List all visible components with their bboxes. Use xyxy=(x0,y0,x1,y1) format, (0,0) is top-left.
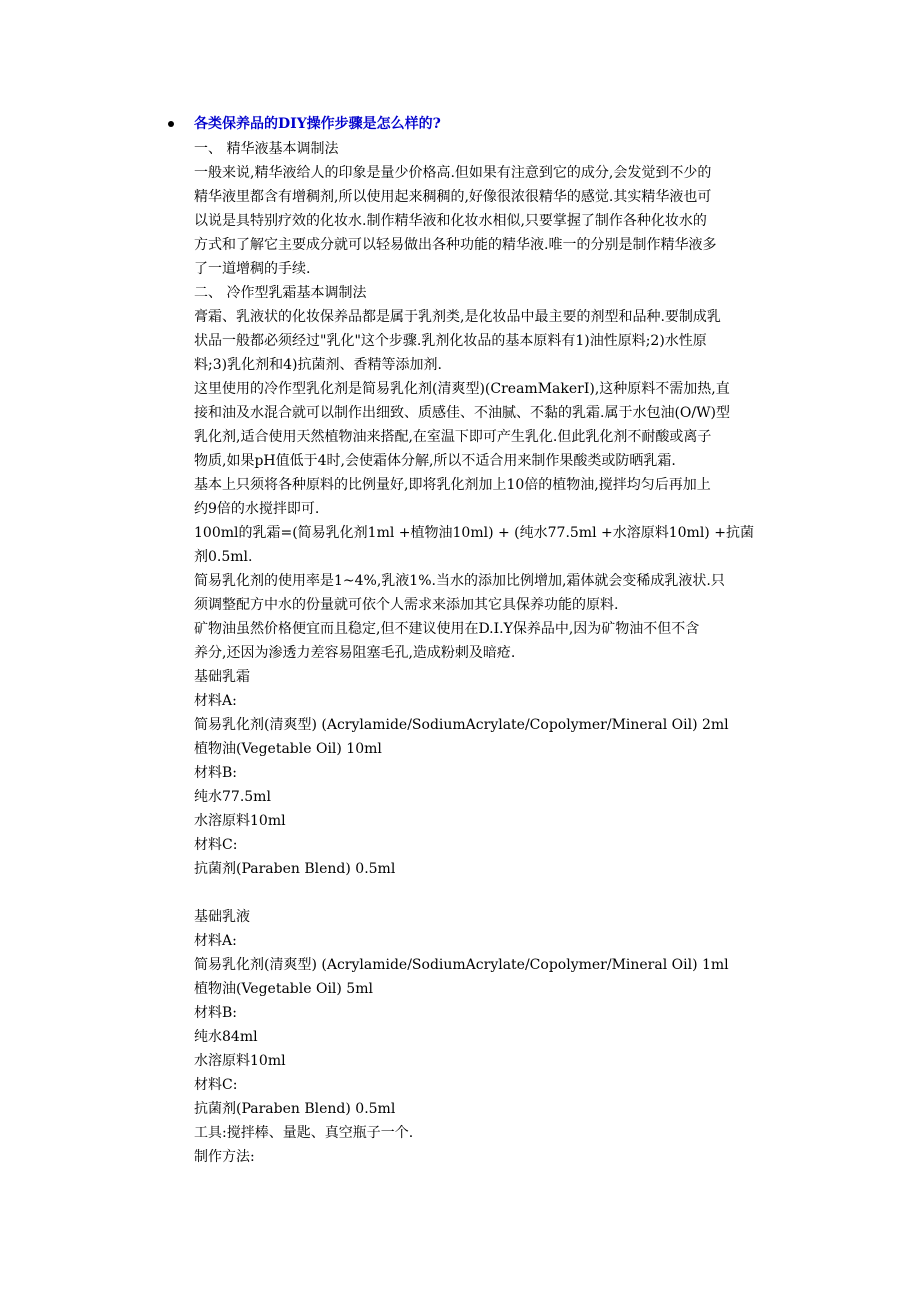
text-line: 二、 冷作型乳霜基本调制法 xyxy=(194,285,367,301)
text-line: 简易乳化剂的使用率是1~4%,乳液1%.当水的添加比例增加,霜体就会变稀成乳液状.只 xyxy=(194,573,725,589)
text-line: 简易乳化剂(清爽型) (Acrylamide/SodiumAcrylate/Copolymer/Mineral Oil) 1ml xyxy=(194,957,729,973)
text-line: 植物油(Vegetable Oil) 5ml xyxy=(194,981,373,997)
text-line: 料;3)乳化剂和4)抗菌剂、香精等添加剂. xyxy=(194,357,442,373)
text-line: 状品一般都必须经过"乳化"这个步骤.乳剂化妆品的基本原料有1)油性原料;2)水性原 xyxy=(194,333,707,349)
text-line: 材料C: xyxy=(194,837,238,853)
text-line: 矿物油虽然价格便宜而且稳定,但不建议使用在D.I.Y保养品中,因为矿物油不但不含 xyxy=(194,621,700,637)
text-line: 这里使用的冷作型乳化剂是简易乳化剂(清爽型)(CreamMakerI),这种原料不需加热,直 xyxy=(194,381,730,397)
text-line: 材料B: xyxy=(194,765,238,781)
text-line: 基础乳液 xyxy=(194,909,250,925)
text-line: 乳化剂,适合使用天然植物油来搭配,在室温下即可产生乳化.但此乳化剂不耐酸或离子 xyxy=(194,429,712,445)
text-line: 材料C: xyxy=(194,1077,238,1093)
text-line: 一般来说,精华液给人的印象是量少价格高.但如果有注意到它的成分,会发觉到不少的 xyxy=(194,165,712,181)
text-line: 物质,如果pH值低于4时,会使霜体分解,所以不适合用来制作果酸类或防晒乳霜. xyxy=(194,453,676,469)
text-line: 纯水84ml xyxy=(194,1029,258,1045)
blank-line xyxy=(194,881,790,905)
text-line: 基本上只须将各种原料的比例量好,即将乳化剂加上10倍的植物油,搅拌均匀后再加上 xyxy=(194,477,711,493)
text-line: 养分,还因为渗透力差容易阻塞毛孔,造成粉刺及暗疮. xyxy=(194,645,516,661)
text-line: 抗菌剂(Paraben Blend) 0.5ml xyxy=(194,1101,396,1117)
list-bullet xyxy=(168,121,174,127)
text-line: 约9倍的水搅拌即可. xyxy=(194,501,320,517)
text-line: 材料A: xyxy=(194,693,237,709)
text-line: 抗菌剂(Paraben Blend) 0.5ml xyxy=(194,861,396,877)
text-line: 材料A: xyxy=(194,933,237,949)
text-line: 膏霜、乳液状的化妆保养品都是属于乳剂类,是化妆品中最主要的剂型和品种.要制成乳 xyxy=(194,309,721,325)
document-body xyxy=(194,137,790,1169)
text-line: 剂0.5ml. xyxy=(194,549,253,565)
text-line: 水溶原料10ml xyxy=(194,813,286,829)
text-line: 简易乳化剂(清爽型) (Acrylamide/SodiumAcrylate/Copolymer/Mineral Oil) 2ml xyxy=(194,717,729,733)
text-line: 方式和了解它主要成分就可以轻易做出各种功能的精华液.唯一的分别是制作精华液多 xyxy=(194,237,717,253)
text-line: 制作方法: xyxy=(194,1149,255,1165)
text-line: 材料B: xyxy=(194,1005,238,1021)
text-line: 了一道增稠的手续. xyxy=(194,261,311,277)
text-line: 水溶原料10ml xyxy=(194,1053,286,1069)
text-line: 精华液里都含有增稠剂,所以使用起来稠稠的,好像很浓很精华的感觉.其实精华液也可 xyxy=(194,189,712,205)
text-line: 工具:搅拌棒、量匙、真空瓶子一个. xyxy=(194,1125,414,1141)
text-line: 植物油(Vegetable Oil) 10ml xyxy=(194,741,382,757)
text-line: 接和油及水混合就可以制作出细致、质感佳、不油腻、不黏的乳霜.属于水包油(O/W)型 xyxy=(194,405,730,421)
document-title: 各类保养品的DIY操作步骤是怎么样的? xyxy=(194,116,441,132)
text-line: 基础乳霜 xyxy=(194,669,250,685)
text-line: 以说是具特别疗效的化妆水.制作精华液和化妆水相似,只要掌握了制作各种化妆水的 xyxy=(194,213,707,229)
text-line: 须调整配方中水的份量就可依个人需求来添加其它具保养功能的原料. xyxy=(194,597,619,613)
text-line: 纯水77.5ml xyxy=(194,789,271,805)
text-line: 一、 精华液基本调制法 xyxy=(194,141,339,157)
text-line: 100ml的乳霜=(简易乳化剂1ml +植物油10ml) + (纯水77.5ml +水溶原料10ml) +抗菌 xyxy=(194,525,754,541)
